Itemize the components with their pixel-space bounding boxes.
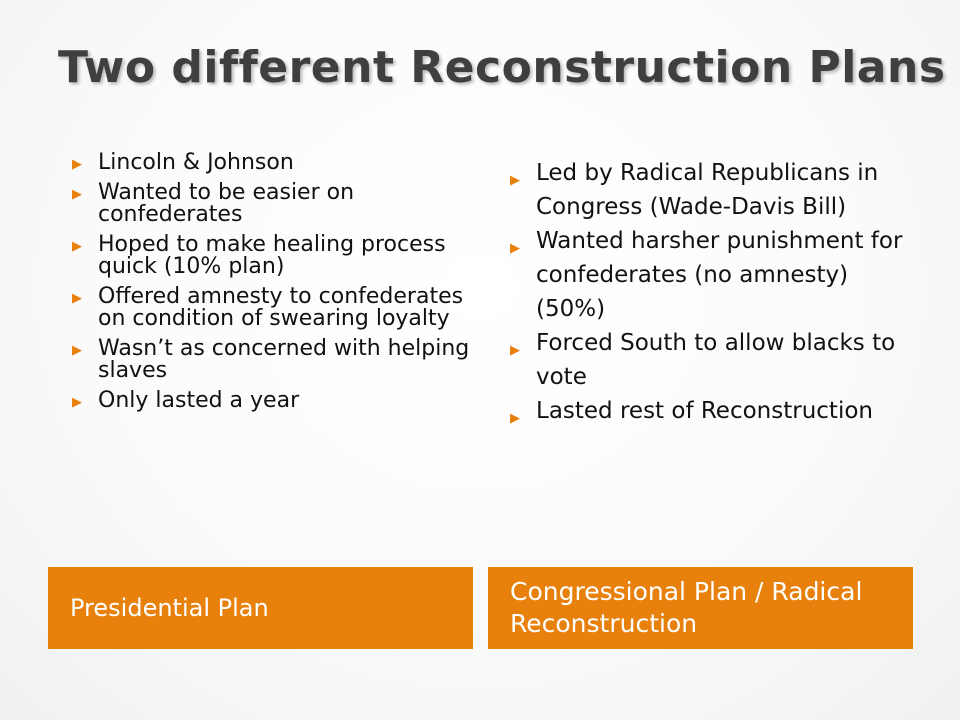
triangle-bullet-icon: ▶ xyxy=(510,173,520,188)
bullet-text: Led by Radical Republicans in Congress (Wade-Davis Bill) xyxy=(536,160,879,220)
bullet-text: Forced South to allow blacks to vote xyxy=(536,330,896,390)
triangle-bullet-icon: ▶ xyxy=(72,239,82,254)
list-item xyxy=(508,224,908,326)
triangle-bullet-icon: ▶ xyxy=(510,241,520,256)
list-item xyxy=(70,182,470,226)
triangle-bullet-icon: ▶ xyxy=(72,157,82,172)
list-item xyxy=(70,390,470,412)
congressional-bullet-list xyxy=(508,156,908,428)
triangle-bullet-icon: ▶ xyxy=(72,291,82,306)
congressional-plan-label-box xyxy=(488,567,913,649)
bullet-text: Wasn’t as concerned with helping slaves xyxy=(98,336,470,383)
list-item xyxy=(508,156,908,224)
bullet-text: Wanted harsher punishment for confederates (no amnesty) (50%) xyxy=(536,228,903,322)
list-item xyxy=(508,326,908,394)
slide-title: Two different Reconstruction Plans xyxy=(58,42,946,93)
presidential-plan-label-box xyxy=(48,567,473,649)
bullet-text: Offered amnesty to confederates on condition of swearing loyalty xyxy=(98,284,464,331)
list-item xyxy=(70,338,470,382)
triangle-bullet-icon: ▶ xyxy=(72,187,82,202)
list-item xyxy=(508,394,908,428)
triangle-bullet-icon: ▶ xyxy=(72,395,82,410)
triangle-bullet-icon: ▶ xyxy=(72,343,82,358)
bullet-text: Wanted to be easier on confederates xyxy=(98,180,355,227)
list-item xyxy=(70,234,470,278)
list-item xyxy=(70,152,470,174)
presidential-bullet-list xyxy=(70,152,470,420)
bullet-text: Hoped to make healing process quick (10% plan) xyxy=(98,232,446,279)
bullet-text: Only lasted a year xyxy=(98,388,300,413)
bullet-text: Lincoln & Johnson xyxy=(98,150,294,175)
triangle-bullet-icon: ▶ xyxy=(510,343,520,358)
congressional-plan-label: Congressional Plan / Radical Reconstruction xyxy=(510,577,863,638)
triangle-bullet-icon: ▶ xyxy=(510,411,520,426)
bullet-text: Lasted rest of Reconstruction xyxy=(536,398,873,424)
presidential-plan-label: Presidential Plan xyxy=(70,594,269,622)
list-item xyxy=(70,286,470,330)
